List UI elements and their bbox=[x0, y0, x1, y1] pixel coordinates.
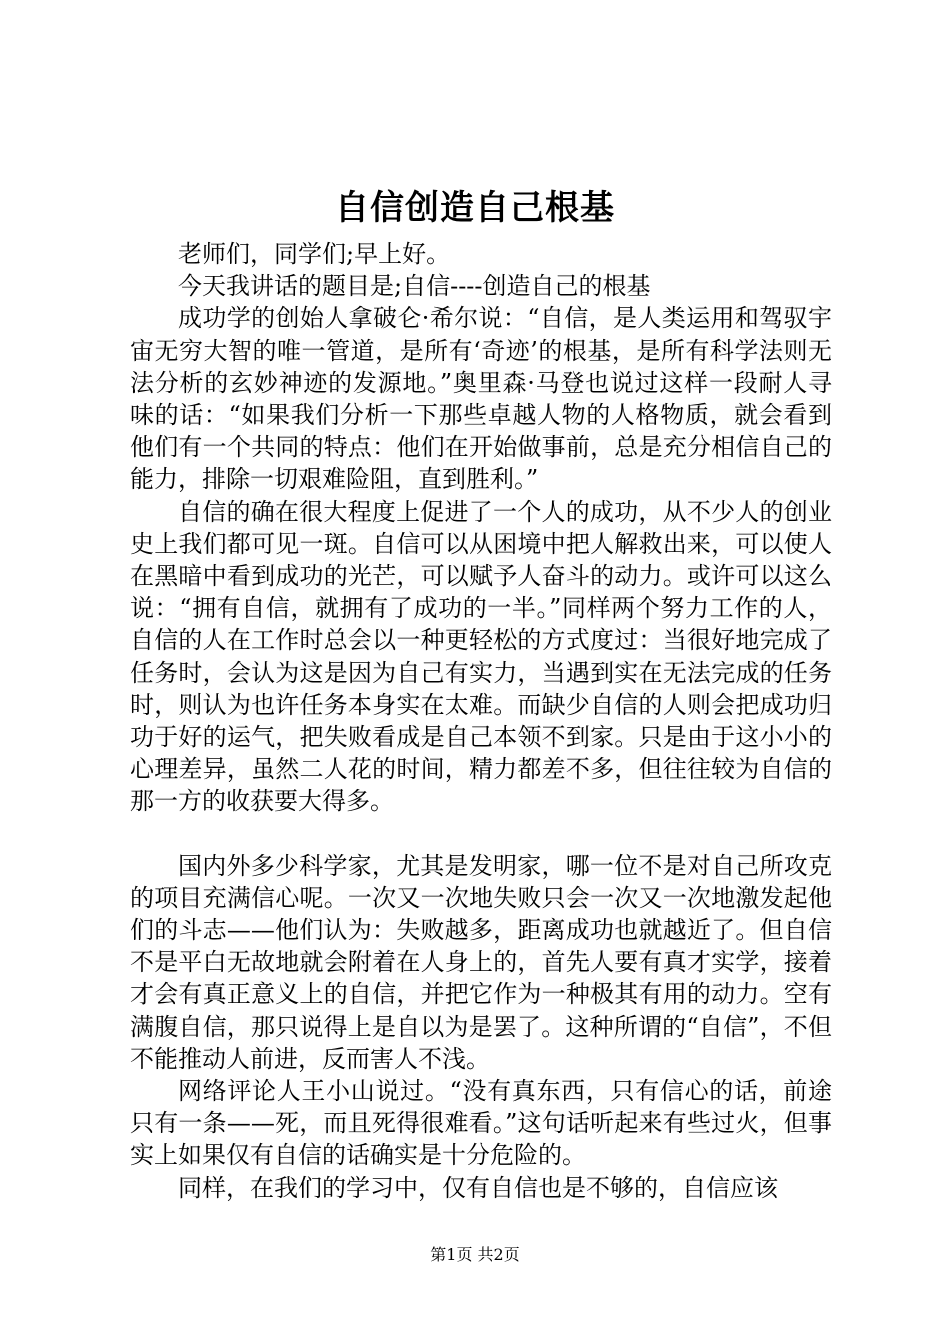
document-body bbox=[130, 238, 832, 1204]
paragraph-study: 同样，在我们的学习中，仅有自信也是不够的，自信应该 bbox=[178, 1173, 778, 1202]
paragraph-wang-xiaoshan: 网络评论人王小山说过。“没有真东西，只有信心的话，前途只有一条——死，而且死得很难看。”这句话听起来有些过火，但事实上如果仅有自信的话确实是十分危险的。 bbox=[130, 1077, 832, 1170]
document-title: 自信创造自己根基 bbox=[335, 188, 615, 228]
paragraph-confidence-success: 自信的确在很大程度上促进了一个人的成功，从不少人的创业史上我们都可见一斑。自信可以从困境中把人解救出来，可以使人在黑暗中看到成功的光芒，可以赋予人奋斗的动力。或许可以这么说：“拥有自信，就拥有了成功的一半。”同样两个努力工作的人，自信的人在工作时总会以一种更轻松的方式度过：当很好地完成了任务时，会认为这是因为自己有实力，当遇到实在无法完成的任务时，则认为也许任务本身实在太难。而缺少自信的人则会把成功归功于好的运气，把失败看成是自己本领不到家。只是由于这小小的心理差异，虽然二人花的时间，精力都差不多，但往往较为自信的那一方的收获要大得多。 bbox=[130, 497, 832, 816]
paragraph-topic: 今天我讲话的题目是;自信----创造自己的根基 bbox=[178, 272, 651, 301]
paragraph-greeting: 老师们，同学们;早上好。 bbox=[178, 240, 451, 268]
paragraph-quote-hill: 成功学的创始人拿破仑·希尔说：“自信，是人类运用和驾驭宇宙无穷大智的唯一管道，是所有‘奇迹’的根基，是所有科学法则无法分析的玄妙神迹的发源地。”奥里森·马登也说过这样一段耐人寻味的话：“如果我们分析一下那些卓越人物的人格物质，就会看到他们有一个共同的特点：他们在开始做事前，总是充分相信自己的能力，排除一切艰难险阻，直到胜利。” bbox=[130, 304, 832, 494]
page-number-footer: 第1页 共2页 bbox=[430, 1245, 520, 1264]
paragraph-scientists: 国内外多少科学家，尤其是发明家，哪一位不是对自己所攻克的项目充满信心呢。一次又一次地失败只会一次又一次地激发起他们的斗志——他们认为：失败越多，距离成功也就越近了。但自信不是平白无故地就会附着在人身上的，首先人要有真才实学，接着才会有真正意义上的自信，并把它作为一种极其有用的动力。空有满腹自信，那只说得上是自以为是罢了。这种所谓的“自信”，不但不能推动人前进，反而害人不浅。 bbox=[130, 851, 832, 1073]
